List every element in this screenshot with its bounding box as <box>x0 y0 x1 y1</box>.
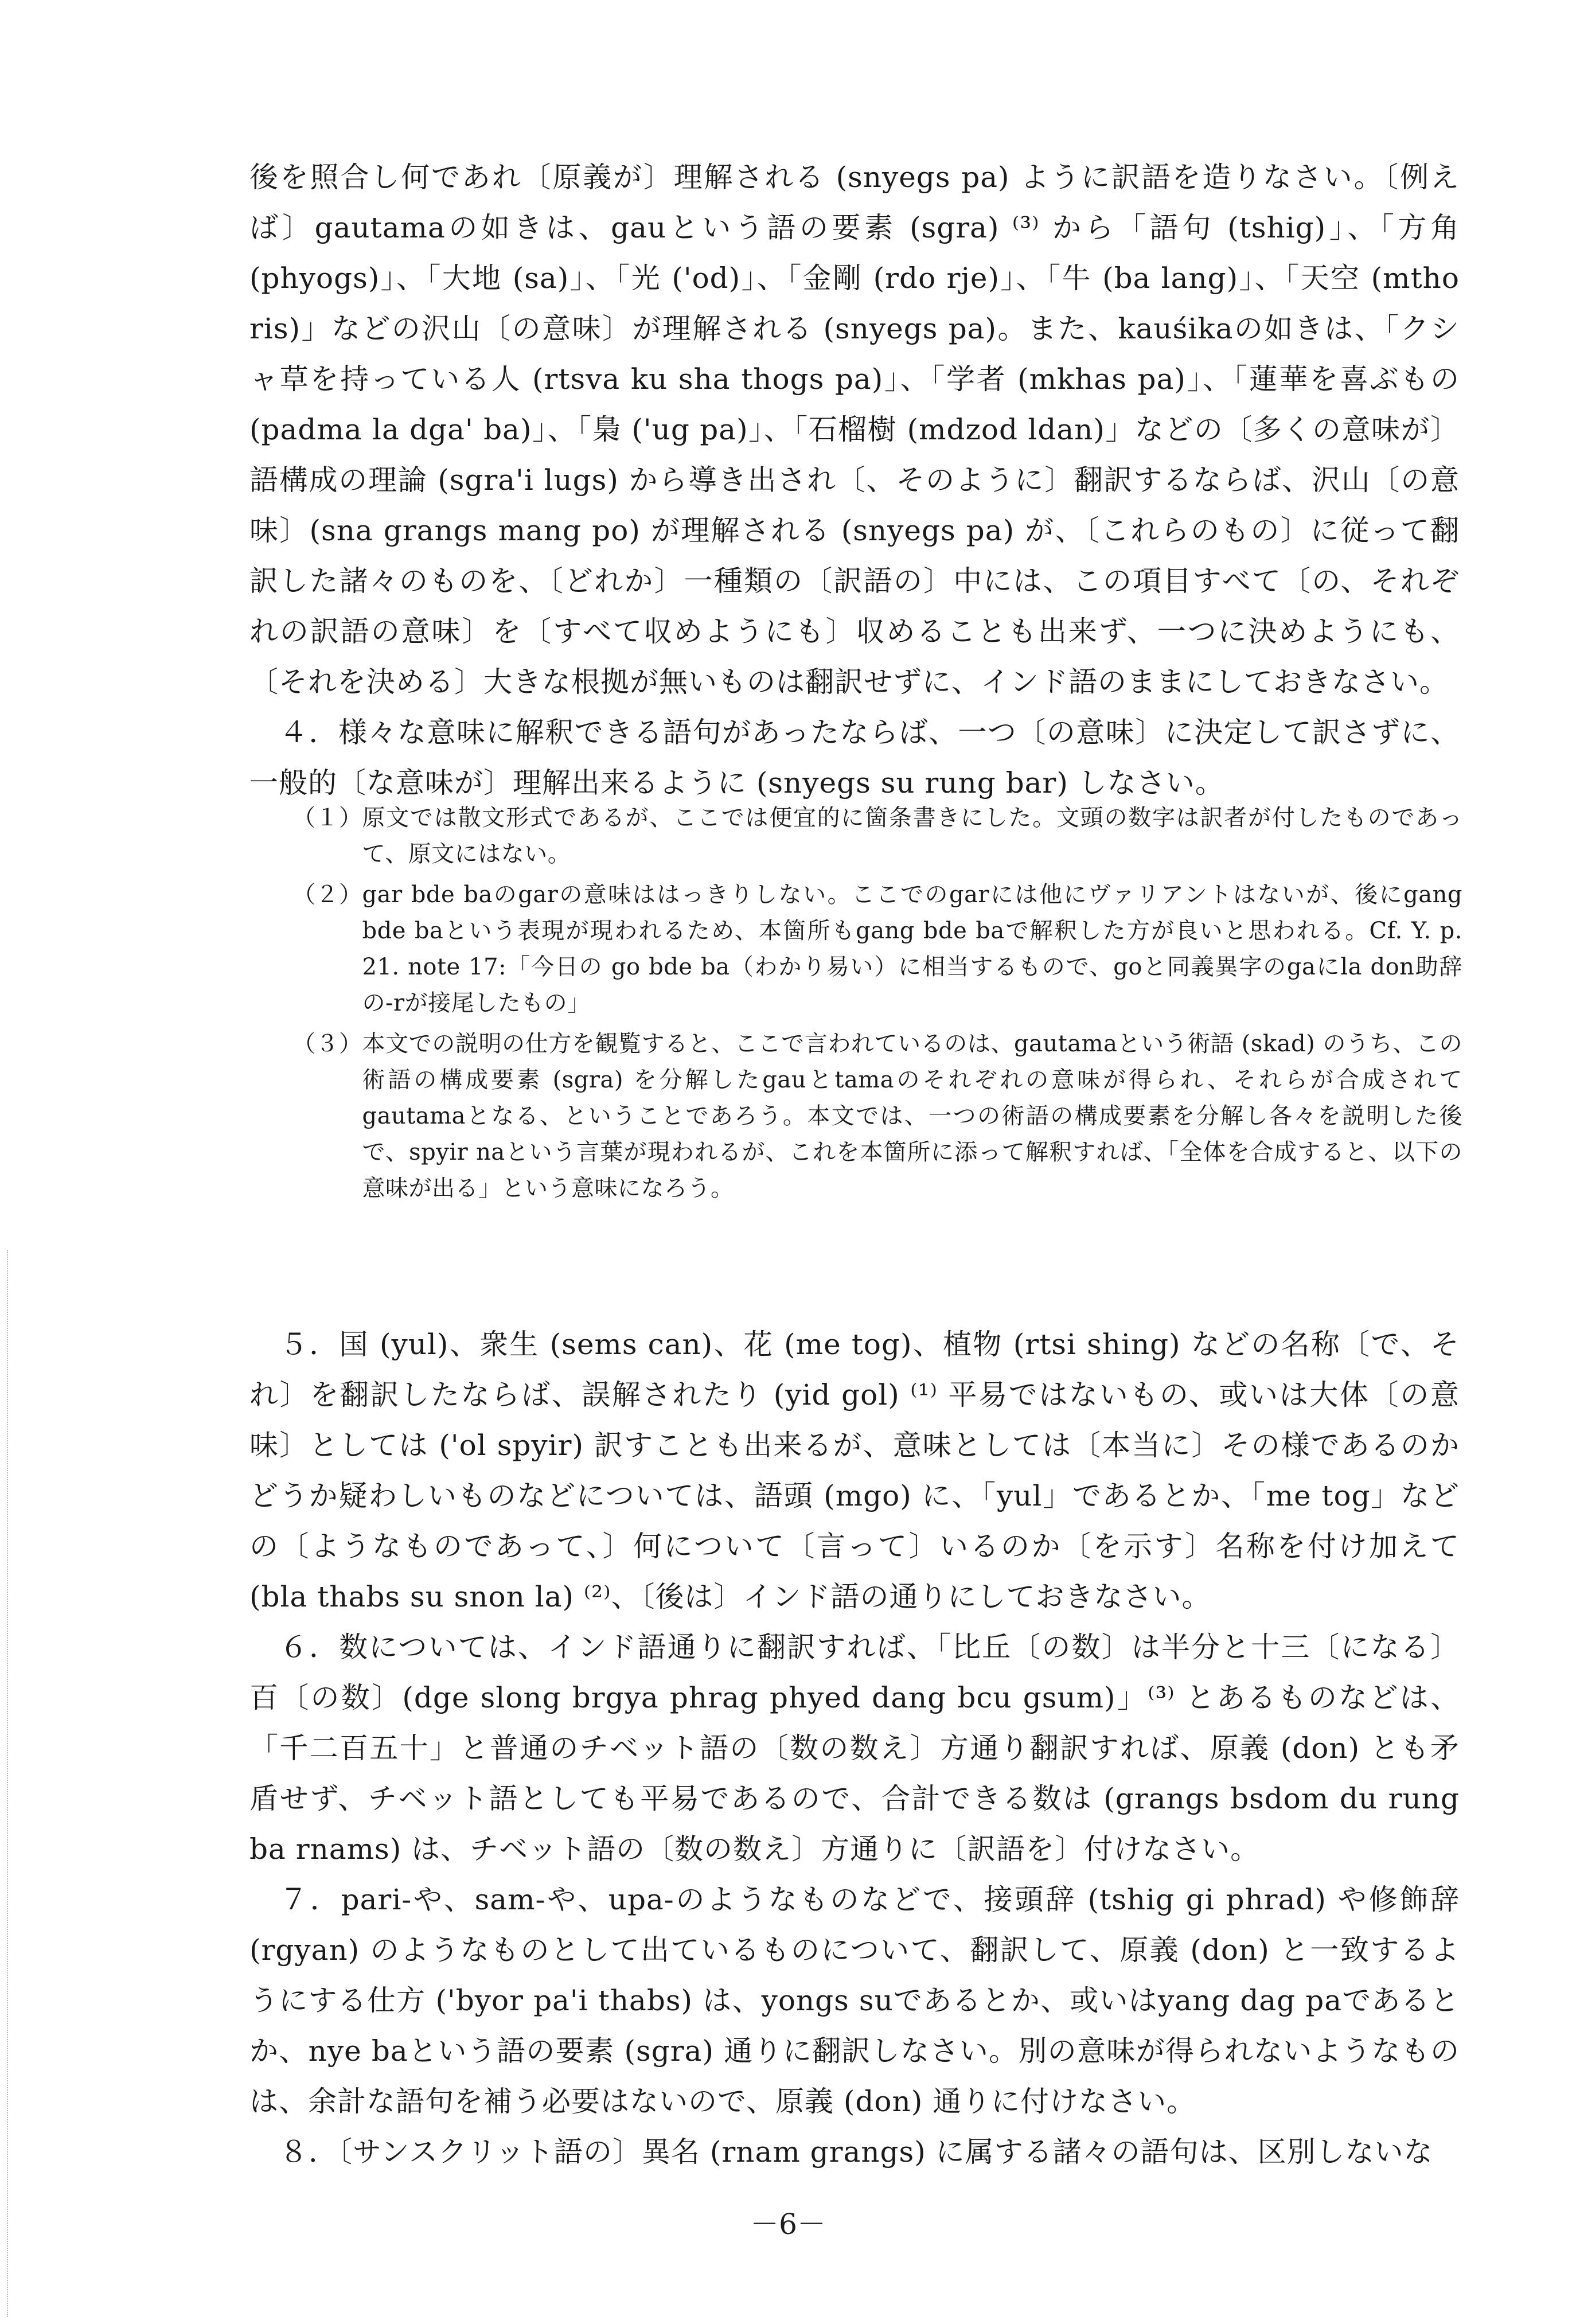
footnote-2 <box>292 877 1462 1021</box>
paragraph-item-6: ６．数については、インド語通りに翻訳すれば、「比丘〔の数〕は半分と十三〔になる〕百〔の数〕(dge slong brgya phrag phyed dang bcu gsum)」⁽³⁾ とあるものなどは、「千二百五十」と普通のチベット語の〔数の数え〕方通り翻訳すれば、原義 (don) とも矛盾せず、チベット語としても平易であるので、合計できる数は (grangs bsdom du rung ba rnams) は、チベット語の〔数の数え〕方通りに〔訳語を〕付けなさい。 <box>249 1631 1460 1866</box>
footnote-text: 本文での説明の仕方を観覧すると、ここで言われているのは、gautamaという術語 (skad) のうち、この術語の構成要素 (sgra) を分解したgauとtamaのそれぞれの意味が得られ、それらが合成されてgautamaとなる、ということであろう。本文では、一つの術語の構成要素を分解し各々を説明した後で、spyir naという言葉が現われるが、これを本箇所に添って解釈すれば、「全体を合成すると、以下の意味が出る」という意味になろう。 <box>362 1031 1462 1202</box>
paragraph-item-5: ５．国 (yul)、衆生 (sems can)、花 (me tog)、植物 (rtsi shing) などの名称〔で、それ〕を翻訳したならば、誤解されたり (yid gol) ⁽¹⁾ 平易ではないもの、或いは大体〔の意味〕としては ('ol spyir) 訳すことも出来るが、意味としては〔本当に〕その様であるのかどうか疑わしいものなどについては、語頭 (mgo) に、「yul」であるとか、「me tog」などの〔ようなものであって、〕何について〔言って〕いるのか〔を示す〕名称を付け加えて (bla thabs su snon la) ⁽²⁾、〔後は〕インド語の通りにしておきなさい。 <box>249 1328 1460 1613</box>
footnotes <box>292 800 1462 1211</box>
paragraph-item-4: ４．様々な意味に解釈できる語句があったならば、一つ〔の意味〕に決定して訳さずに、一般的〔な意味が〕理解出来るように (snyegs su rung bar) しなさい。 <box>249 716 1460 800</box>
margin-rule <box>7 1250 8 2317</box>
footnote-number: （１） <box>292 805 362 831</box>
footnote-3 <box>292 1026 1462 1207</box>
paragraph-item-8: ８．〔サンスクリット語の〕異名 (rnam grangs) に属する諸々の語句は、区別しないな <box>279 2135 1433 2169</box>
footnote-number: （２） <box>292 882 362 908</box>
page-number: －6－ <box>750 2208 826 2241</box>
footnote-text: 原文では散文形式であるが、ここでは便宜的に箇条書きにした。文頭の数字は訳者が付したものであって、原文にはない。 <box>362 805 1462 867</box>
paragraph-continued: 後を照合し何であれ〔原義が〕理解される (snyegs pa) ように訳語を造りなさい。〔例えば〕gautamaの如きは、gauという語の要素 (sgra) ⁽³⁾ から「語句 (tshig)」、「方角 (phyogs)」、「大地 (sa)」、「光 ('od)」、「金剛 (rdo rje)」、「牛 (ba lang)」、「天空 (mtho ris)」などの沢山〔の意味〕が理解される (snyegs pa)。また、kauśikaの如きは、「クシャ草を持っている人 (rtsva ku sha thogs pa)」、「学者 (mkhas pa)」、「蓮華を喜ぶもの (padma la dga' ba)」、「梟 ('ug pa)」、「石榴樹 (mdzod ldan)」などの〔多くの意味が〕語構成の理論 (sgra'i lugs) から導き出され〔、そのように〕翻訳するならば、沢山〔の意味〕(sna grangs mang po) が理解される (snyegs pa) が、〔これらのもの〕に従って翻訳した諸々のものを、〔どれか〕一種類の〔訳語の〕中には、この項目すべて〔の、それぞれの訳語の意味〕を〔すべて収めようにも〕収めることも出来ず、一つに決めようにも、〔それを決める〕大きな根拠が無いものは翻訳せずに、インド語のままにしておきなさい。 <box>249 161 1460 699</box>
bottom-text-block <box>249 1319 1460 2177</box>
footnote-1 <box>292 800 1462 872</box>
footnote-text: gar bde baのgarの意味ははっきりしない。ここでのgarには他にヴァリアントはないが、後にgang bde baという表現が現われるため、本箇所もgang bde baで解釈した方が良いと思われる。Cf. Y. p. 21. note 17:「今日の go bde ba（わかり易い）に相当するもので、goと同義異字のgaにla don助辞の-rが接尾したもの」 <box>362 882 1462 1016</box>
top-text-block <box>249 152 1460 808</box>
footnote-number: （３） <box>292 1031 362 1057</box>
paragraph-item-7: ７．pari-や、sam-や、upa-のようなものなどで、接頭辞 (tshig gi phrad) や修飾辞 (rgyan) のようなものとして出ているものについて、翻訳して、原義 (don) と一致するようにする仕方 ('byor pa'i thabs) は、yongs suであるとか、或いはyang dag paであるとか、nye baという語の要素 (sgra) 通りに翻訳しなさい。別の意味が得られないようなものは、余計な語句を補う必要はないので、原義 (don) 通りに付けなさい。 <box>249 1883 1460 2118</box>
